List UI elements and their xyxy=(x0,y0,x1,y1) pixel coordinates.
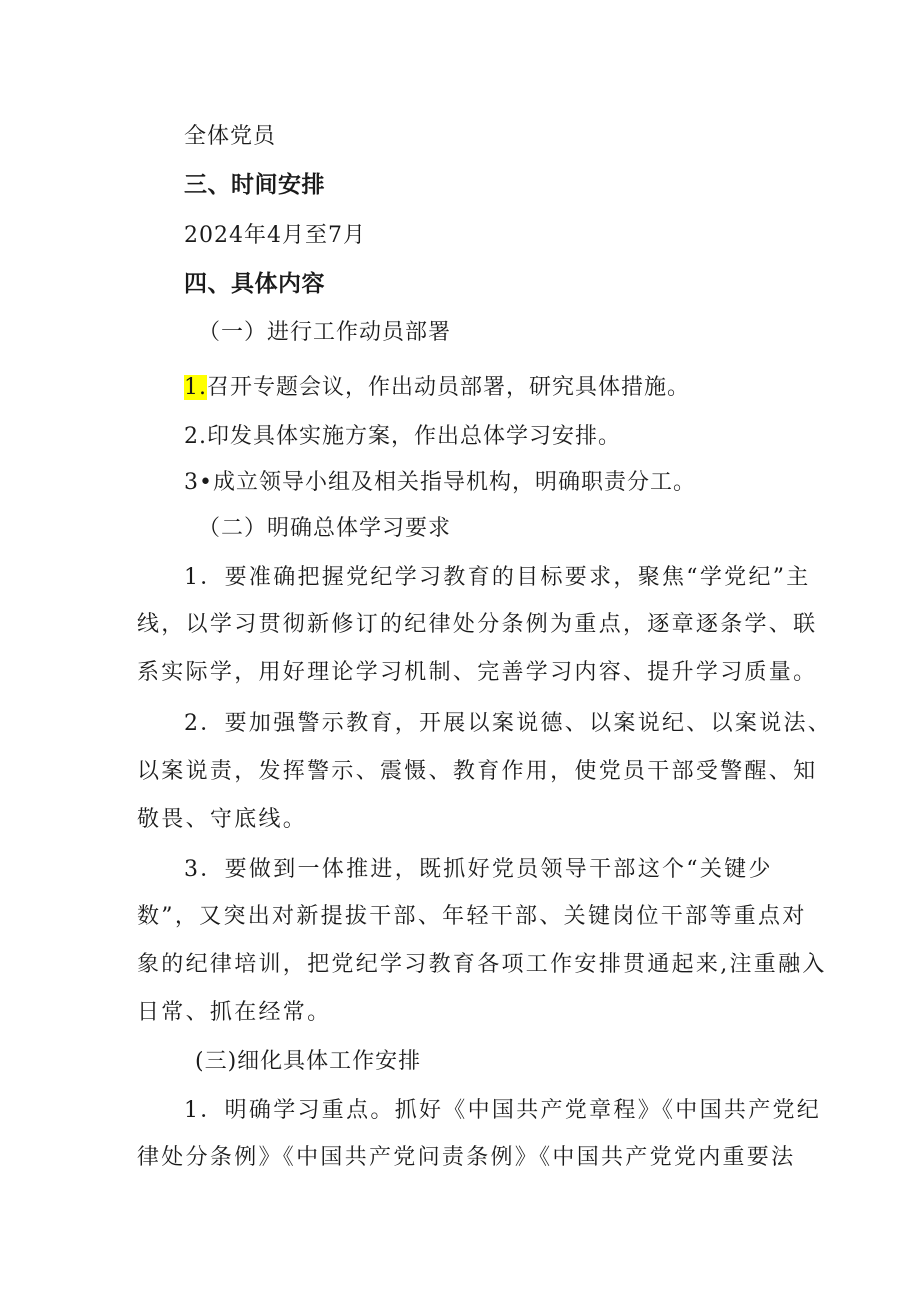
paragraph-line: 日常、抓在经常。 xyxy=(137,1000,332,1025)
subsection-heading-2: （二）明确总体学习要求 xyxy=(198,516,452,541)
section-heading-content: 四、具体内容 xyxy=(184,271,325,297)
paragraph-line: 律处分条例》《中国共产党问责条例》《中国共产党党内重要法 xyxy=(137,1145,796,1170)
paragraph-line: 以案说责，发挥警示、震慑、教育作用，使党员干部受警醒、知 xyxy=(137,759,818,784)
list-item: 3•成立领导小组及相关指导机构，明确职责分工。 xyxy=(184,470,696,495)
paragraph-line: 线，以学习贯彻新修订的纪律处分条例为重点，逐章逐条学、联 xyxy=(137,612,818,637)
section-heading-schedule: 三、时间安排 xyxy=(184,172,325,198)
paragraph-line: 2．要加强警示教育，开展以案说德、以案说纪、以案说法、 xyxy=(184,711,833,736)
schedule-text: 2024年4月至7月 xyxy=(184,223,366,248)
list-item: 2.印发具体实施方案，作出总体学习安排。 xyxy=(184,424,621,449)
paragraph-line: 1．要准确把握党纪学习教育的目标要求，聚焦“学党纪”主 xyxy=(184,565,811,590)
paragraph-line: 1．明确学习重点。抓好《中国共产党章程》《中国共产党纪 xyxy=(184,1098,822,1123)
subsection-heading-1: （一）进行工作动员部署 xyxy=(198,320,452,345)
subsection-heading-3: (三)细化具体工作安排 xyxy=(195,1049,422,1074)
paragraph-line: 系实际学，用好理论学习机制、完善学习内容、提升学习质量。 xyxy=(137,660,818,685)
paragraph-line: 3．要做到一体推进，既抓好党员领导干部这个“关键少 xyxy=(184,857,773,882)
highlighted-number: 1. xyxy=(184,375,207,400)
paragraph-line: 象的纪律培训，把党纪学习教育各项工作安排贯通起来,注重融入 xyxy=(137,952,827,977)
list-item-text: 召开专题会议，作出动员部署，研究具体措施。 xyxy=(207,375,691,400)
paragraph-line: 敬畏、守底线。 xyxy=(137,807,308,832)
paragraph-line: 数”，又突出对新提拔干部、年轻干部、关键岗位干部等重点对 xyxy=(137,904,807,929)
list-item xyxy=(184,373,690,403)
text-line: 全体党员 xyxy=(184,124,277,149)
